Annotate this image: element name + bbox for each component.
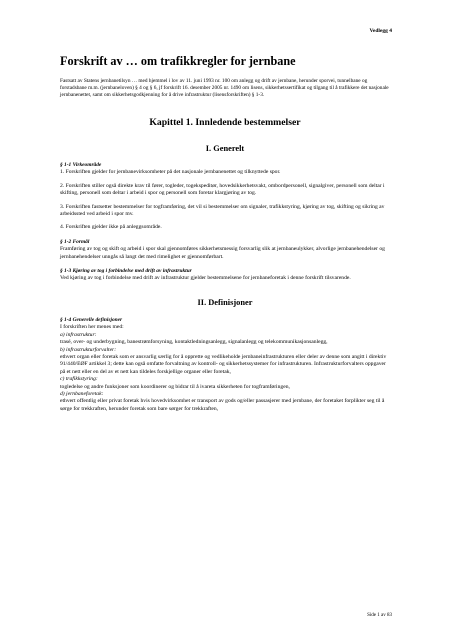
paragraph-1-1 [60, 162, 390, 232]
document-title: Forskrift av … om trafikkregler for jernbane [60, 54, 296, 68]
chapter-heading: Kapittel 1. Innledende bestemmelser [149, 117, 301, 128]
definition-text: ethvert organ eller foretak som er ansvarlig særlig for å opprette og vedlikeholde jernbaneinfrastrukturen eller deler av denne som angitt i direktiv 91/440/EØF artikkel 3; dette kan også omfatte forvaltning av kontroll- og sikkerhetssystemer for infrastrukturen. Infrastrukturforvalters oppgaver på et nett eller en del av et nett kan tildeles forskjellige organer eller foretak, [60, 353, 387, 375]
paragraph-1-2 [60, 239, 390, 261]
section-heading-definisjoner: II. Definisjoner [197, 297, 253, 307]
paragraph-text: Framføring av tog og skift og arbeid i spor skal gjennomføres sikkerhetsmessig forsvarlig slik at jernbaneulykker, alvorlige jernbanehendelser og jernbanehendelser unngås så langt det med rimelighet er gjennomførbart. [60, 246, 385, 260]
list-item: 2. Forskriften stiller også direkte krav til fører, togleder, togekspeditør, hovedsikkerhetsvakt, ombordpersonell, signalgiver, personell som deltar i skifting, personell som deltar i arbeid i spor og personell som foretar klargjøring av tog. [60, 182, 385, 197]
paragraph-heading: § 1-3 Kjøring av tog i forbindelse med drift av infrastruktur [60, 268, 192, 275]
list-item: 3. Forskriften fastsetter bestemmelser for togframføring, det vil si bestemmelser om signaler, trafikkstyring, kjøring av tog, skifting og sikring av arbeidssted ved arbeid i spor mv. [60, 203, 385, 218]
list-item: 1. Forskriften gjelder for jernbanevirksomheter på det nasjonale jernbanenettet og tilknyttede spor. [60, 169, 281, 176]
section-heading-generelt: I. Generelt [205, 144, 245, 153]
definition-text: togledelse og andre funksjoner som koordinerer og bidrar til å ivareta sikkerheten for togframføringen, [60, 383, 290, 390]
paragraph-lead: I forskriften her menes med: [60, 324, 124, 331]
paragraph-text: Ved kjøring av tog i forbindelse med drift av infrastruktur gjelder bestemmelsene for jernbaneforetak i denne forskrift tilsvarende. [60, 275, 351, 282]
document-body [60, 54, 390, 413]
definition-term: a) infrastruktur: [60, 331, 97, 338]
paragraph-1-4 [60, 317, 390, 413]
paragraph-heading: § 1-4 Generelle definisjoner [60, 316, 123, 323]
list-item: 4. Forskriften gjelder ikke på anleggsområde. [60, 224, 162, 231]
paragraph-heading: § 1-1 Virkeområde [60, 162, 102, 168]
definition-term: b) infrastrukturforvalter: [60, 346, 117, 353]
definition-text: ethvert offentlig eller privat foretak hvis hovedvirksomhet er transport av gods og/eller passasjerer med jernbane, der foretaket forplikter seg til å sørge for trekkraften, herunder foretak som bare sørger for trekkraften, [60, 398, 385, 412]
paragraph-heading: § 1-2 Formål [60, 238, 90, 245]
intro-paragraph: Fastsatt av Statens jernbanetilsyn … med hjemmel i lov av 11. juni 1993 nr. 100 om anlegg og drift av jernbane, herunder sporvei, tunnelbane og forstadsbane m.m. (jernbaneloven) § 4 og § 6, jf forskrift 16. desember 2005 nr. 1490 om lisens, sikkerhetssertifikat og tilgang til å trafikkere det nasjonale jernbanenettet, samt om sikkerhetsgodkjenning for å drive infrastruktur (lisensforskriften) § 1-3. [60, 78, 389, 98]
definition-term: d) jernbaneforetak: [60, 390, 104, 397]
paragraph-1-3 [60, 268, 390, 283]
appendix-label: Vedlegg 4 [369, 28, 392, 34]
definition-text: trasé, over- og underbygning, banestrømforsyning, kontaktledningsanlegg, signalanlegg og telekommunikasjonsanlegg, [60, 339, 328, 346]
page-number: Side 1 av 83 [367, 613, 392, 618]
definition-term: c) trafikkstyring: [60, 376, 98, 383]
